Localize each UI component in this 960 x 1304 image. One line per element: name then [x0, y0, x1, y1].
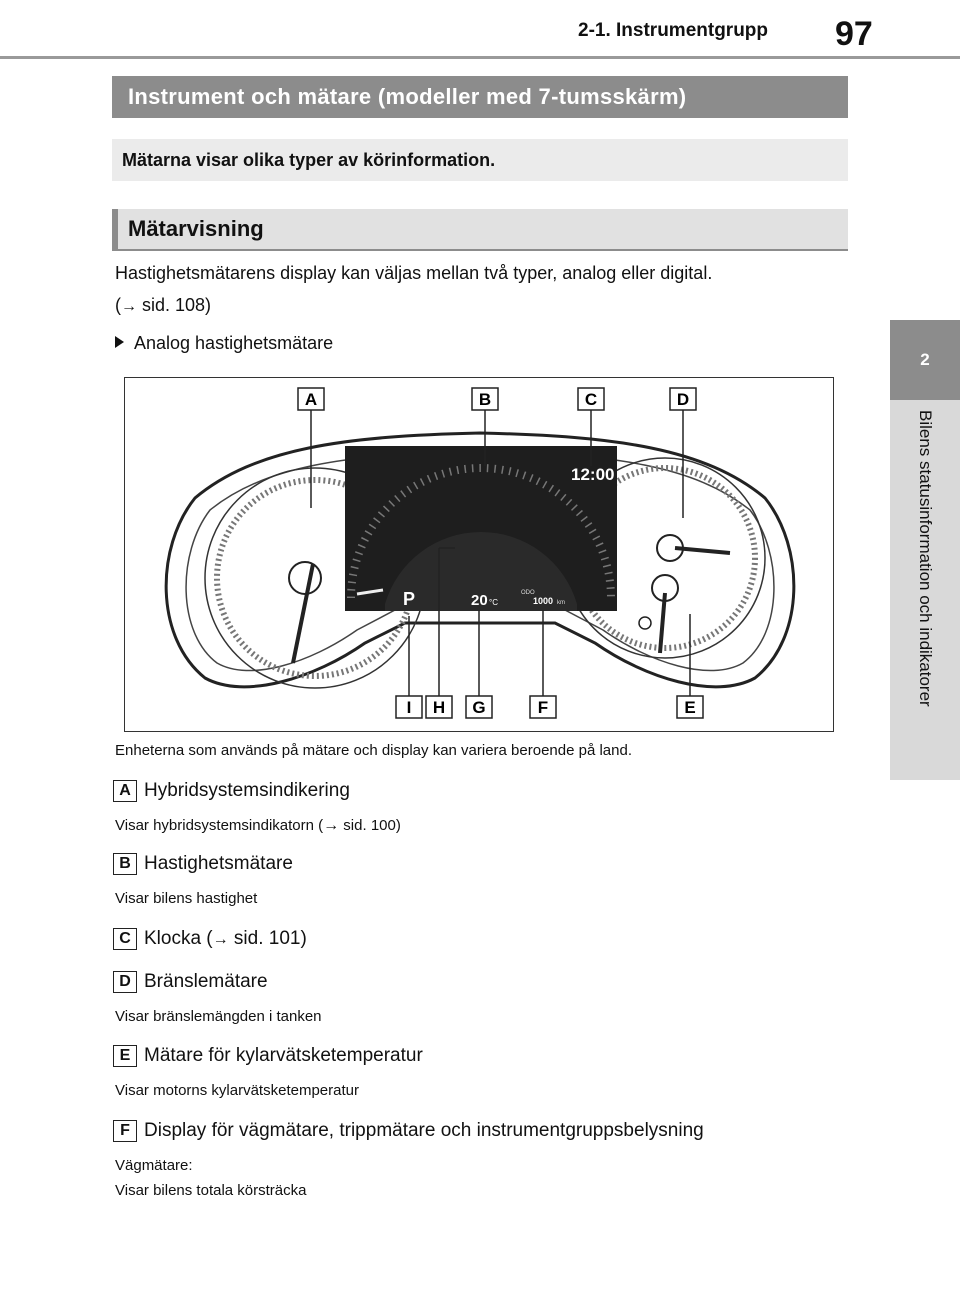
item-f-desc-2: Visar bilens totala körsträcka: [115, 1182, 307, 1199]
item-title: Mätare för kylarvätsketemperatur: [144, 1045, 423, 1066]
temp-gauge-needle: [660, 593, 665, 653]
item-title: Hastighetsmätare: [144, 853, 293, 874]
intro-box: Mätarna visar olika typer av körinformation.: [112, 139, 848, 181]
ref-link[interactable]: sid. 100): [339, 817, 401, 834]
item-letter: C: [113, 928, 137, 950]
item-letter: D: [113, 971, 137, 993]
callout-b: B: [478, 390, 492, 409]
indicator-dot: [639, 617, 651, 629]
ref-link[interactable]: sid. 108): [137, 295, 212, 315]
display-clock: 12:00: [571, 465, 615, 484]
display-temp-unit: °C: [489, 598, 498, 607]
chapter-tab-text: Bilens statusinformation och indikatorer: [916, 410, 935, 707]
callout-e: E: [684, 698, 696, 717]
callout-f: F: [537, 698, 549, 717]
instrument-cluster-illustration: [125, 378, 835, 733]
callout-d: D: [676, 390, 690, 409]
item-a: [113, 780, 350, 802]
item-b: [113, 853, 293, 875]
arrow-right-icon: →: [323, 817, 340, 834]
desc-text: Visar hybridsystemsindikatorn (: [115, 817, 324, 834]
bullet-text: Analog hastighetsmätare: [134, 333, 334, 353]
display-temp: 20: [471, 592, 488, 609]
chapter-tab-number: 2: [890, 320, 960, 400]
bullet-item: [115, 333, 333, 354]
callout-i: I: [406, 698, 412, 717]
arrow-right-icon: →: [121, 298, 137, 315]
display-odo-value: 1000: [533, 596, 554, 606]
figure-caption: Enheterna som används på mätare och display kan variera beroende på land.: [115, 742, 632, 759]
ref-open: (: [115, 295, 121, 315]
display-gear: P: [403, 589, 416, 609]
callout-c: C: [584, 390, 598, 409]
item-d: [113, 971, 268, 993]
page-number: 97: [835, 15, 873, 53]
callout-a: A: [304, 390, 318, 409]
arrow-right-icon: →: [212, 931, 229, 948]
item-letter: F: [113, 1120, 137, 1142]
instrument-cluster-figure: [124, 377, 834, 732]
section-header: 2-1. Instrumentgrupp: [578, 20, 769, 41]
item-title: Hybridsystemsindikering: [144, 780, 350, 801]
item-title: Display för vägmätare, trippmätare och instrumentgruppsbelysning: [144, 1120, 704, 1141]
item-title: Bränslemätare: [144, 971, 268, 992]
item-f-desc: Vägmätare:: [115, 1157, 193, 1174]
item-f: [113, 1120, 704, 1142]
ref-link[interactable]: sid. 101): [228, 928, 307, 949]
item-letter: A: [113, 780, 137, 802]
body-paragraph: Hastighetsmätarens display kan väljas mellan två typer, analog eller digital.: [115, 263, 713, 283]
callout-h: H: [432, 698, 446, 717]
chapter-tab: [890, 400, 960, 780]
display-odo-unit: km: [557, 600, 565, 606]
callout-g: G: [472, 698, 486, 717]
item-letter: B: [113, 853, 137, 875]
body-reference: [115, 295, 211, 316]
item-c: [113, 928, 307, 950]
item-d-desc: Visar bränslemängden i tanken: [115, 1008, 322, 1025]
item-letter: E: [113, 1045, 137, 1067]
section-subtitle: Mätarvisning: [112, 209, 848, 251]
header-rule: [0, 56, 960, 59]
item-e: [113, 1045, 423, 1067]
display-odo-label: ODO: [521, 590, 535, 596]
item-b-desc: Visar bilens hastighet: [115, 890, 258, 907]
item-a-desc: [115, 817, 401, 835]
item-title: [144, 928, 307, 950]
title-text: Klocka (: [144, 928, 213, 949]
triangle-bullet-icon: [115, 336, 124, 348]
item-e-desc: Visar motorns kylarvätsketemperatur: [115, 1082, 359, 1099]
page-title: Instrument och mätare (modeller med 7-tumsskärm): [112, 76, 848, 118]
left-gauge-hub: [289, 562, 321, 594]
